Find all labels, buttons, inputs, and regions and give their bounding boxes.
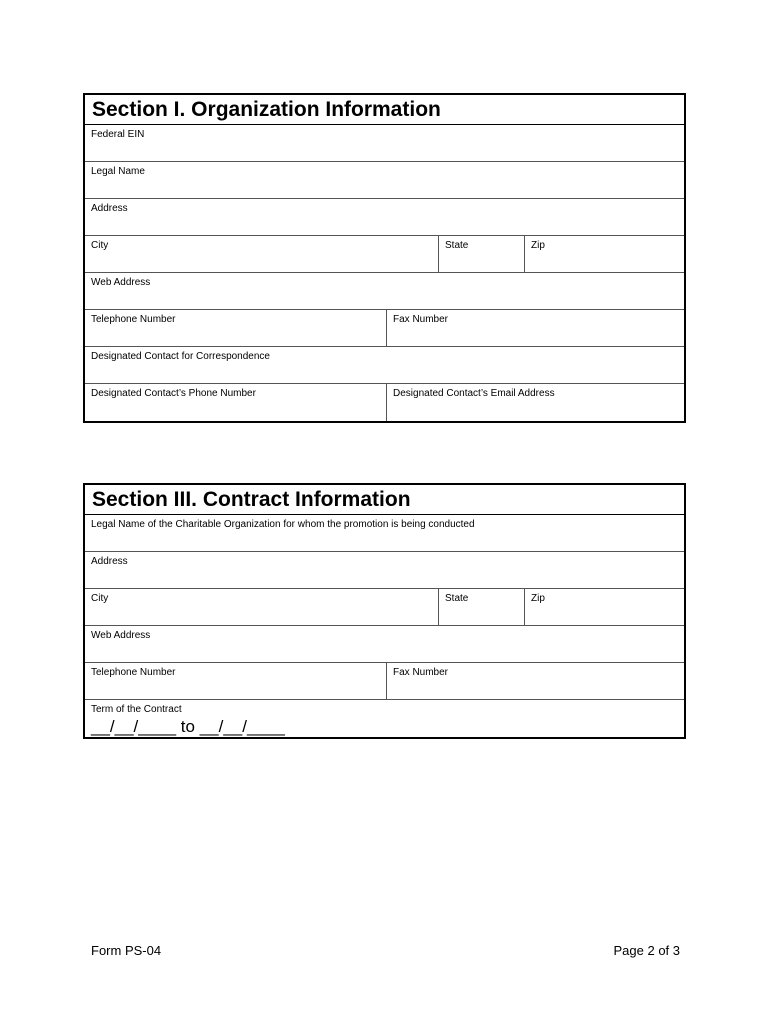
city-field[interactable]: City <box>91 240 109 251</box>
federal-ein-field[interactable]: Federal EIN <box>91 129 145 140</box>
form-row <box>85 700 684 737</box>
section-contract-information <box>83 483 686 739</box>
form-id: Form PS-04 <box>91 943 162 958</box>
form-row <box>85 310 684 347</box>
term-of-contract-field[interactable] <box>85 700 684 737</box>
section-title: Section I. Organization Information <box>85 95 684 125</box>
section-title: Section III. Contract Information <box>85 485 684 515</box>
form-row <box>85 347 684 384</box>
web-address-field[interactable]: Web Address <box>91 277 151 288</box>
term-label: Term of the Contract <box>91 704 182 715</box>
form-row <box>85 384 684 421</box>
contact-email-field[interactable]: Designated Contact’s Email Address <box>386 384 684 421</box>
form-row <box>85 199 684 236</box>
state-field[interactable]: State <box>438 236 524 272</box>
form-row <box>85 125 684 162</box>
form-row <box>85 162 684 199</box>
form-row <box>85 663 684 700</box>
form-row <box>85 273 684 310</box>
address-field[interactable]: Address <box>91 203 128 214</box>
city-field[interactable]: City <box>91 593 109 604</box>
web-address-field[interactable]: Web Address <box>91 630 151 641</box>
fax-field[interactable]: Fax Number <box>386 663 684 699</box>
legal-name-field[interactable]: Legal Name <box>91 166 145 177</box>
state-field[interactable]: State <box>438 589 524 625</box>
contact-correspondence-field[interactable]: Designated Contact for Correspondence <box>91 351 270 362</box>
address-field[interactable]: Address <box>91 556 128 567</box>
term-dates: __/__/____ to __/__/____ <box>91 717 285 736</box>
form-row <box>85 515 684 552</box>
form-row <box>85 589 684 626</box>
zip-field[interactable]: Zip <box>524 236 684 272</box>
form-row <box>85 552 684 589</box>
fax-field[interactable]: Fax Number <box>386 310 684 346</box>
zip-field[interactable]: Zip <box>524 589 684 625</box>
charity-legal-name-field[interactable]: Legal Name of the Charitable Organization for whom the promotion is being conducted <box>91 519 475 530</box>
contact-phone-field[interactable]: Designated Contact’s Phone Number <box>91 388 256 399</box>
form-row <box>85 626 684 663</box>
page-number: Page 2 of 3 <box>613 943 680 958</box>
form-row <box>85 236 684 273</box>
telephone-field[interactable]: Telephone Number <box>91 667 176 678</box>
telephone-field[interactable]: Telephone Number <box>91 314 176 325</box>
section-organization-information <box>83 93 686 423</box>
